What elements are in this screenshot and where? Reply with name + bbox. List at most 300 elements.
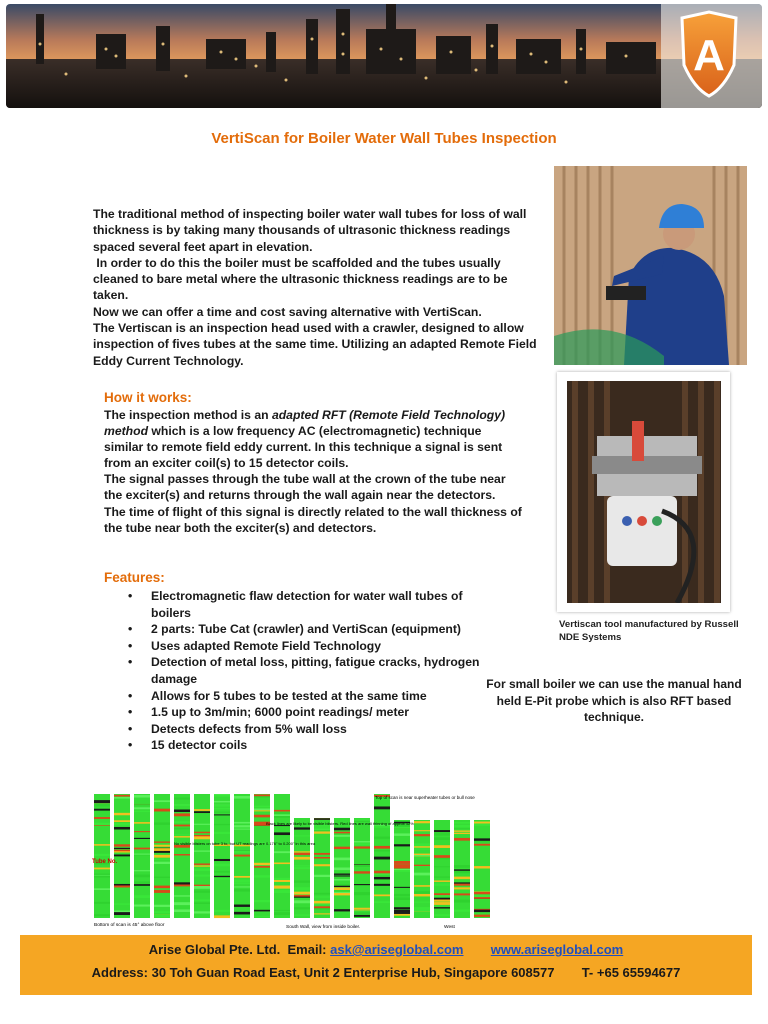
scan-band xyxy=(194,824,210,825)
scan-band xyxy=(454,893,470,895)
scan-band xyxy=(94,868,110,870)
scan-band xyxy=(434,830,450,832)
scan-band xyxy=(394,827,410,828)
scan-band xyxy=(294,865,310,866)
bullet-icon: • xyxy=(128,655,133,670)
scan-band xyxy=(474,910,490,912)
scan-band xyxy=(134,870,150,871)
scan-band xyxy=(94,800,110,803)
list-item: • Electromagnetic flaw detection for water wall tubes of boilers xyxy=(128,589,463,620)
scan-band xyxy=(134,795,150,798)
scan-band xyxy=(234,912,250,915)
scan-band xyxy=(354,865,370,867)
scan-band xyxy=(334,832,350,834)
scan-band xyxy=(394,914,410,916)
scan-band xyxy=(414,873,430,876)
address-text: Address: 30 Toh Guan Road East, Unit 2 Enterprise Hub, Singapore 608577 xyxy=(91,965,555,980)
scan-band xyxy=(154,800,170,802)
scan-band xyxy=(214,794,230,796)
scan-band xyxy=(394,864,410,867)
scan-band xyxy=(194,809,210,811)
bullet-icon: • xyxy=(128,738,133,753)
scan-band xyxy=(254,866,270,868)
scan-band xyxy=(134,895,150,898)
intro-text xyxy=(93,206,545,369)
scan-band xyxy=(194,890,210,892)
scan-band xyxy=(454,869,470,870)
scan-band xyxy=(134,881,150,883)
scan-label-black: Black lines are likely to be visible blisters. Red lines are wall thinning of approx 12% xyxy=(266,821,414,826)
scan-band xyxy=(234,889,250,891)
scan-band xyxy=(134,854,150,855)
scan-band xyxy=(354,843,370,845)
scan-band xyxy=(454,884,470,886)
scan-band xyxy=(134,807,150,809)
scan-band xyxy=(234,876,250,878)
scan-band xyxy=(354,892,370,893)
scan-band xyxy=(94,823,110,825)
scan-band xyxy=(174,895,190,896)
scan-band xyxy=(354,893,370,895)
how-it-works-heading: How it works: xyxy=(104,390,192,405)
scan-band xyxy=(214,859,230,861)
scan-band xyxy=(234,825,250,827)
scan-band xyxy=(314,913,330,914)
scan-band xyxy=(314,908,330,909)
scan-band xyxy=(214,832,230,834)
scan-band xyxy=(194,875,210,877)
scan-band xyxy=(294,827,310,829)
scan-band xyxy=(114,903,130,905)
scan-band xyxy=(414,907,430,910)
list-item: • 2 parts: Tube Cat (crawler) and VertiScan (equipment) xyxy=(128,622,461,637)
scan-band xyxy=(454,830,470,831)
features-list xyxy=(126,588,486,754)
scan-band xyxy=(154,890,170,893)
scan-band xyxy=(134,905,150,907)
scan-band xyxy=(314,831,330,834)
scan-band xyxy=(474,838,490,840)
scan-band xyxy=(414,891,430,893)
how-paragraph: The signal passes through the tube wall at the crown of the tube near the exciter(s) and returns through the wall again near the detectors. xyxy=(104,472,506,503)
scan-band xyxy=(254,916,270,917)
scan-band xyxy=(214,805,230,807)
scan-band xyxy=(174,810,190,812)
scan-strip xyxy=(134,794,150,918)
tool-caption: Vertiscan tool manufactured by Russell NDE Systems xyxy=(559,619,739,643)
scan-band xyxy=(394,861,410,864)
scan-band xyxy=(394,907,410,909)
vertiscan-tool-photo xyxy=(557,372,730,612)
scan-band xyxy=(294,851,310,852)
scan-band xyxy=(174,813,190,816)
scan-band xyxy=(154,855,170,858)
scan-band xyxy=(214,814,230,815)
scan-band xyxy=(374,806,390,809)
scan-band xyxy=(194,836,210,839)
list-item: • Allows for 5 tubes to be tested at the same time xyxy=(128,688,427,703)
scan-band xyxy=(214,871,230,873)
scan-band xyxy=(174,828,190,830)
scan-band xyxy=(294,853,310,855)
small-boiler-note: For small boiler we can use the manual hand held E-Pit probe which is also RFT based technique. xyxy=(486,677,742,724)
how-paragraph: The inspection method is an adapted RFT (Remote Field Technology) method which is a low frequency AC (electromagnetic) technique similar to remote field eddy current. In this technique a signal is sent from an exciter coil(s) to 15 detector coils. xyxy=(104,408,506,471)
scan-band xyxy=(194,869,210,871)
scan-band xyxy=(334,886,350,887)
scan-strip xyxy=(454,820,470,918)
scan-band xyxy=(194,850,210,851)
scan-band xyxy=(434,855,450,858)
scan-band xyxy=(354,841,370,842)
scan-band xyxy=(174,854,190,855)
intro-paragraph: The traditional method of inspecting boiler water wall tubes for loss of wall thickness is by taking many thousands of ultrasonic thickness readings spaced several feet apart in elevation. xyxy=(93,207,527,254)
intro-paragraph: The Vertiscan is an inspection head used with a crawler, designed to allow inspection of fives tubes at the same time. Utilizing an adapted Remote Field Eddy Current Technology. xyxy=(93,321,537,368)
how-it-works-text xyxy=(104,407,524,536)
scan-band xyxy=(334,893,350,896)
how-paragraph: The time of flight of this signal is directly related to the wall thickness of the tube near both the exciter(s) and detectors. xyxy=(104,504,522,535)
scan-band xyxy=(454,909,470,911)
scan-band xyxy=(94,804,110,807)
scan-band xyxy=(94,914,110,916)
scan-band xyxy=(94,876,110,878)
scan-band xyxy=(114,797,130,799)
scan-band xyxy=(274,878,290,880)
scan-band xyxy=(294,880,310,882)
scan-band xyxy=(134,822,150,824)
scan-band xyxy=(194,863,210,864)
scan-band xyxy=(194,911,210,913)
scan-band xyxy=(234,855,250,857)
scan-band xyxy=(154,915,170,917)
scan-band xyxy=(354,846,370,848)
scan-band xyxy=(374,850,390,851)
scan-band xyxy=(194,899,210,901)
scan-band xyxy=(434,883,450,885)
scan-band xyxy=(374,884,390,886)
svg-text:A: A xyxy=(693,31,725,80)
scan-band xyxy=(274,910,290,911)
scan-band xyxy=(114,820,130,822)
scan-band xyxy=(154,886,170,889)
scan-band xyxy=(454,877,470,880)
scan-band xyxy=(314,906,330,908)
scan-band xyxy=(114,823,130,825)
scan-band xyxy=(154,822,170,824)
scan-band xyxy=(214,864,230,867)
bullet-icon: • xyxy=(128,688,133,703)
scan-band xyxy=(354,871,370,873)
scan-band xyxy=(294,835,310,836)
scan-band xyxy=(174,798,190,800)
scan-band xyxy=(254,805,270,807)
scan-band xyxy=(234,882,250,884)
scan-band xyxy=(334,858,350,861)
scan-band xyxy=(234,880,250,883)
scan-band xyxy=(334,867,350,870)
scan-band xyxy=(334,879,350,881)
arise-logo-icon xyxy=(674,10,744,100)
scan-band xyxy=(474,823,490,825)
scan-band xyxy=(434,902,450,905)
scan-band xyxy=(114,848,130,849)
scan-strip xyxy=(354,818,370,918)
intro-paragraph: Now we can offer a time and cost saving alternative with VertiScan. xyxy=(93,304,482,319)
scan-band xyxy=(194,811,210,813)
page-title: VertiScan for Boiler Water Wall Tubes Inspection xyxy=(211,130,557,147)
scan-band xyxy=(154,858,170,860)
scan-band xyxy=(354,884,370,885)
scan-band xyxy=(274,851,290,853)
scan-band xyxy=(474,892,490,894)
list-item: • Uses adapted Remote Field Technology xyxy=(128,638,382,653)
scan-band xyxy=(334,892,350,893)
scan-band xyxy=(414,843,430,846)
scan-band xyxy=(154,845,170,847)
scan-band xyxy=(174,909,190,912)
scan-band xyxy=(454,825,470,828)
scan-band xyxy=(474,895,490,898)
scan-strip xyxy=(254,794,270,918)
scan-band xyxy=(394,869,410,870)
scan-band xyxy=(114,854,130,856)
scan-band xyxy=(114,844,130,846)
scan-band xyxy=(94,888,110,890)
scan-band xyxy=(174,825,190,827)
scan-band xyxy=(314,853,330,855)
scan-band xyxy=(414,830,430,831)
scan-band xyxy=(214,812,230,813)
scan-band xyxy=(354,912,370,914)
scan-band xyxy=(314,857,330,859)
bullet-icon: • xyxy=(128,622,133,637)
scan-strip xyxy=(174,794,190,918)
scan-band xyxy=(254,815,270,818)
scan-band xyxy=(214,808,230,810)
scan-band xyxy=(474,897,490,899)
scan-band xyxy=(274,832,290,835)
scan-band xyxy=(254,910,270,912)
phone-text: T- +65 65594677 xyxy=(581,965,681,980)
list-item: • 1.5 up to 3m/min; 6000 point readings/ meter xyxy=(128,705,410,720)
list-item: • Detects defects from 5% wall loss xyxy=(128,721,347,736)
scan-band xyxy=(334,909,350,911)
scan-band xyxy=(134,875,150,878)
scan-band xyxy=(234,850,250,853)
scan-band xyxy=(414,885,430,887)
scan-band xyxy=(434,893,450,895)
scan-band xyxy=(254,863,270,865)
scan-label-top: Top of scan is near superheater tubes or bull nose xyxy=(375,795,475,800)
scan-band xyxy=(314,904,330,905)
scan-band xyxy=(274,912,290,915)
scan-band xyxy=(174,902,190,905)
contact-footer xyxy=(20,935,752,995)
scan-band xyxy=(94,874,110,875)
scan-label-west: West xyxy=(444,925,455,930)
scan-band xyxy=(434,907,450,908)
scan-band xyxy=(234,905,250,907)
scan-band xyxy=(374,877,390,879)
email-label: Email: xyxy=(287,942,327,957)
scan-band xyxy=(414,821,430,823)
scan-band xyxy=(454,833,470,834)
scan-band xyxy=(314,896,330,897)
scan-band xyxy=(214,877,230,879)
scan-band xyxy=(274,810,290,812)
scan-label-visible: No visible blisters on tube 3 to, but UT readings are 0.176" to 0.200" in this area xyxy=(174,841,316,846)
scan-band xyxy=(454,900,470,903)
scan-band xyxy=(174,882,190,884)
scan-band xyxy=(294,857,310,860)
scan-strip xyxy=(374,794,390,918)
scan-band xyxy=(254,796,270,797)
scan-band xyxy=(314,830,330,831)
scan-band xyxy=(374,894,390,896)
scan-band xyxy=(374,857,390,860)
scan-band xyxy=(334,835,350,837)
scan-band xyxy=(274,880,290,882)
scan-band xyxy=(354,909,370,910)
website-link[interactable]: www.ariseglobal.com xyxy=(490,942,624,957)
scan-band xyxy=(274,890,290,893)
scan-band xyxy=(434,877,450,878)
scan-band xyxy=(314,827,330,829)
email-link[interactable]: ask@ariseglobal.com xyxy=(330,942,464,957)
scan-band xyxy=(274,886,290,889)
scan-band xyxy=(454,887,470,889)
scan-strip xyxy=(94,794,110,918)
footer-contact-line xyxy=(20,942,752,957)
scan-band xyxy=(394,912,410,913)
scan-band xyxy=(114,813,130,815)
scan-band xyxy=(134,811,150,812)
footer-address-line xyxy=(20,965,752,980)
scan-band xyxy=(134,848,150,850)
scan-band xyxy=(434,900,450,902)
company-name: Arise Global Pte. Ltd. xyxy=(148,942,281,957)
scan-label-bottom: Bottom of scan is 45° above floor xyxy=(94,923,165,928)
scan-band xyxy=(394,833,410,836)
scan-band xyxy=(334,828,350,831)
scan-band xyxy=(414,902,430,903)
scan-band xyxy=(94,817,110,819)
scan-band xyxy=(114,912,130,915)
scan-band xyxy=(134,884,150,886)
scan-band xyxy=(434,880,450,881)
scan-label-tube: Tube No. xyxy=(92,859,118,865)
scan-results-image xyxy=(90,790,500,930)
scan-strip xyxy=(474,820,490,918)
scan-band xyxy=(234,886,250,887)
scan-band xyxy=(274,812,290,814)
scan-band xyxy=(474,915,490,917)
scan-band xyxy=(214,915,230,918)
scan-band xyxy=(314,864,330,866)
scan-band xyxy=(314,901,330,904)
scan-band xyxy=(94,809,110,811)
scan-band xyxy=(154,841,170,842)
bullet-icon: • xyxy=(128,638,133,653)
scan-band xyxy=(394,894,410,896)
scan-band xyxy=(434,837,450,840)
scan-band xyxy=(154,862,170,864)
scan-band xyxy=(274,814,290,816)
scan-band xyxy=(454,865,470,868)
scan-band xyxy=(174,836,190,837)
scan-band xyxy=(134,831,150,832)
scan-band xyxy=(114,851,130,852)
scan-band xyxy=(94,844,110,846)
refinery-banner-image xyxy=(6,4,762,108)
scan-band xyxy=(434,833,450,836)
scan-band xyxy=(414,834,430,836)
scan-band xyxy=(194,902,210,904)
scan-band xyxy=(354,908,370,909)
scan-band xyxy=(374,871,390,874)
scan-band xyxy=(314,818,330,819)
scan-band xyxy=(94,854,110,856)
scan-label-south: South Wall, view from inside boiler. xyxy=(286,925,361,930)
scan-band xyxy=(334,887,350,890)
scan-band xyxy=(154,877,170,878)
scan-band xyxy=(114,827,130,830)
scan-band xyxy=(434,866,450,867)
scan-band xyxy=(474,841,490,842)
scan-band xyxy=(294,892,310,895)
scan-band xyxy=(134,804,150,805)
scan-band xyxy=(154,911,170,913)
scan-band xyxy=(294,914,310,916)
scan-band xyxy=(314,893,330,895)
scan-band xyxy=(154,848,170,851)
scan-band xyxy=(194,886,210,889)
scan-band xyxy=(94,902,110,904)
bullet-icon: • xyxy=(128,705,133,720)
scan-band xyxy=(334,847,350,849)
scan-band xyxy=(114,885,130,887)
scan-band xyxy=(414,894,430,897)
scan-band xyxy=(254,810,270,811)
scan-band xyxy=(174,884,190,886)
scan-band xyxy=(394,887,410,888)
scan-band xyxy=(154,809,170,812)
scan-band xyxy=(454,822,470,824)
scan-band xyxy=(134,838,150,839)
scan-band xyxy=(454,882,470,883)
scan-band xyxy=(414,865,430,866)
scan-band xyxy=(294,908,310,909)
scan-band xyxy=(394,897,410,900)
scan-band xyxy=(234,822,250,824)
header-banner xyxy=(6,4,762,108)
scan-band xyxy=(334,874,350,875)
scan-band xyxy=(314,875,330,877)
scan-band xyxy=(254,900,270,902)
scan-band xyxy=(214,910,230,912)
scan-band xyxy=(474,866,490,868)
scan-band xyxy=(214,801,230,803)
scan-band xyxy=(114,911,130,913)
scan-band xyxy=(254,875,270,877)
scan-band xyxy=(174,805,190,806)
scan-band xyxy=(114,795,130,797)
bullet-icon: • xyxy=(128,589,133,603)
scan-band xyxy=(434,845,450,848)
scan-band xyxy=(374,837,390,838)
scan-band xyxy=(254,809,270,811)
scan-band xyxy=(234,829,250,830)
list-item: • 15 detector coils xyxy=(128,738,248,753)
